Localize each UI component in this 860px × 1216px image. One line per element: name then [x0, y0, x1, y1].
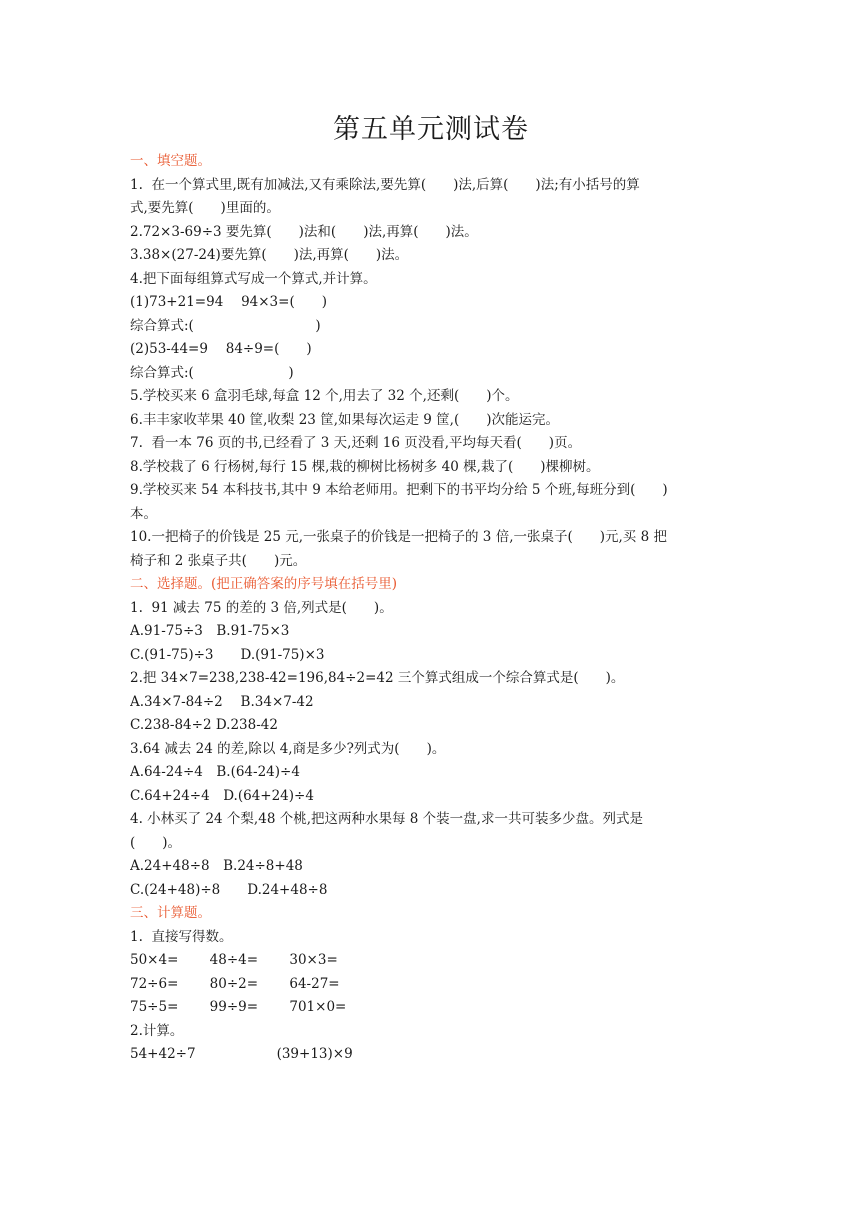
question-line: A.64-24÷4 B.(64-24)÷4: [130, 764, 300, 780]
question-line: 1. 在一个算式里,既有加减法,又有乘除法,要先算( )法,后算( )法;有小括号的算: [130, 176, 640, 193]
question-line: 4.把下面每组算式写成一个算式,并计算。: [130, 270, 377, 287]
question-line: 6.丰丰家收苹果 40 筐,收梨 23 筐,如果每次运走 9 筐,( )次能运完。: [130, 411, 559, 428]
question-line: C.(91-75)÷3 D.(91-75)×3: [130, 646, 325, 663]
question-line: 72÷6= 80÷2= 64-27=: [130, 975, 340, 992]
question-line: 5.学校买来 6 盒羽毛球,每盒 12 个,用去了 32 个,还剩( )个。: [130, 388, 519, 404]
question-line: 50×4= 48÷4= 30×3=: [130, 952, 338, 968]
question-line: 10.一把椅子的价钱是 25 元,一张桌子的价钱是一把椅子的 3 倍,一张桌子( )元,买 8 把: [130, 529, 667, 545]
question-line: 8.学校栽了 6 行杨树,每行 15 棵,栽的柳树比杨树多 40 棵,栽了( )棵柳树。: [130, 458, 600, 475]
question-line: 2.把 34×7=238,238-42=196,84÷2=42 三个算式组成一个综合算式是( )。: [130, 670, 625, 686]
question-line: 本。: [130, 505, 157, 522]
question-line: 2.72×3-69÷3 要先算( )法和( )法,再算( )法。: [130, 223, 478, 240]
question-line: ( )。: [130, 834, 182, 851]
question-line: 2.计算。: [130, 1022, 184, 1039]
question-line: 3.38×(27-24)要先算( )法,再算( )法。: [130, 247, 409, 263]
question-line: C.64+24÷4 D.(64+24)÷4: [130, 787, 314, 804]
section-heading: 二、选择题。(把正确答案的序号填在括号里): [130, 576, 398, 592]
question-line: (2)53-44=9 84÷9=( ): [130, 341, 312, 357]
question-line: 54+42÷7 (39+13)×9: [130, 1046, 353, 1062]
section-heading: 三、计算题。: [130, 905, 211, 921]
question-line: A.34×7-84÷2 B.34×7-42: [130, 693, 314, 710]
question-line: 4. 小林买了 24 个梨,48 个桃,把这两种水果每 8 个装一盘,求一共可装多少盘。列式是: [130, 811, 643, 827]
question-line: 1. 91 减去 75 的差的 3 倍,列式是( )。: [130, 599, 393, 616]
question-line: 综合算式:( ): [130, 364, 294, 381]
question-line: C.(24+48)÷8 D.24+48÷8: [130, 881, 328, 898]
question-line: 1. 直接写得数。: [130, 928, 233, 945]
page-title: 第五单元测试卷: [333, 114, 529, 145]
question-line: 3.64 减去 24 的差,除以 4,商是多少?列式为( )。: [130, 740, 446, 757]
question-line: A.91-75÷3 B.91-75×3: [130, 623, 290, 639]
question-line: C.238-84÷2 D.238-42: [130, 717, 278, 733]
question-line: 综合算式:( ): [130, 317, 321, 334]
question-line: 式,要先算( )里面的。: [130, 200, 280, 216]
question-line: (1)73+21=94 94×3=( ): [130, 294, 327, 310]
question-line: 9.学校买来 54 本科技书,其中 9 本给老师用。把剩下的书平均分给 5 个班,每班分到( ): [130, 482, 668, 498]
question-line: 椅子和 2 张桌子共( )元。: [130, 552, 307, 569]
question-line: 75÷5= 99÷9= 701×0=: [130, 999, 347, 1015]
section-heading: 一、填空题。: [130, 153, 211, 169]
question-line: 7. 看一本 76 页的书,已经看了 3 天,还剩 16 页没看,平均每天看( )页。: [130, 435, 582, 451]
question-line: A.24+48÷8 B.24÷8+48: [130, 858, 303, 874]
question-body: [130, 150, 732, 1067]
